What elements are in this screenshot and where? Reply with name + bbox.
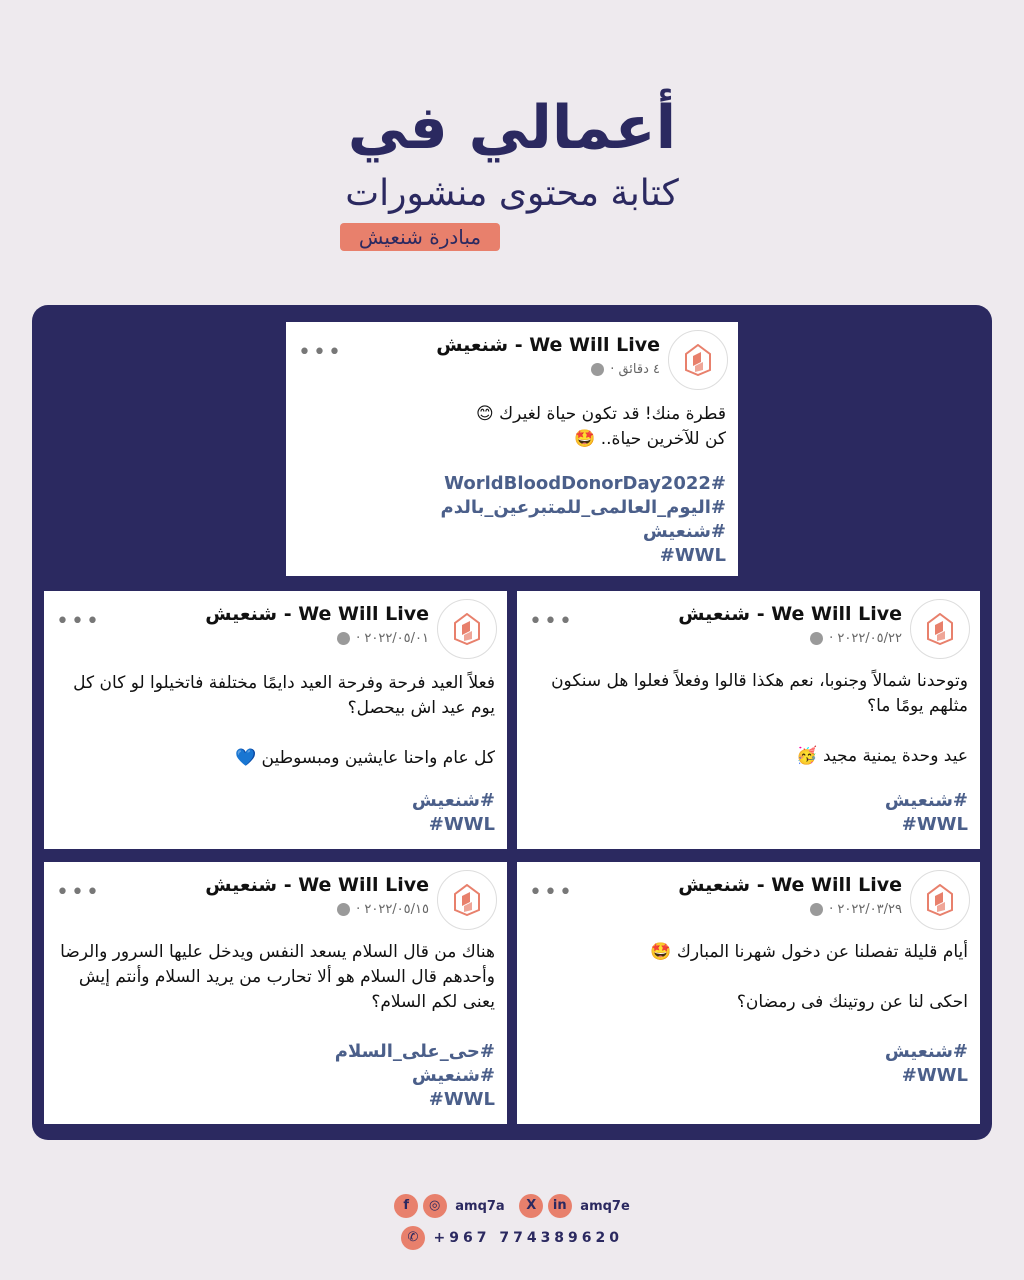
hashtag-link[interactable]: WWL# bbox=[901, 814, 968, 835]
logo-icon bbox=[683, 344, 713, 376]
logo-icon bbox=[452, 884, 482, 916]
handle-amq7a: amq7a bbox=[455, 1198, 505, 1214]
post-card bbox=[44, 862, 507, 1124]
post-card bbox=[517, 862, 980, 1124]
phone-number: +967 774389620 bbox=[433, 1230, 624, 1246]
page-name[interactable]: We Will Live - شنعيش bbox=[205, 874, 429, 896]
hashtag-link[interactable]: #شنعيش bbox=[411, 1065, 495, 1086]
post-text-line: أيام قليلة تفصلنا عن دخول شهرنا المبارك 🤩 bbox=[650, 942, 968, 962]
post-text-line: كن للآخرين حياة.. 🤩 bbox=[574, 429, 726, 449]
post-text-line: وتوحدنا شمالاً وجنوبا، نعم هكذا قالوا وفعلاً فعلوا هل سنكون مثلهم يومًا ما؟ bbox=[551, 671, 968, 716]
post-text-line: كل عام واحنا عايشين ومبسوطين 💙 bbox=[234, 748, 495, 768]
line-gap bbox=[527, 719, 968, 744]
globe-icon bbox=[337, 903, 350, 916]
page-name[interactable]: We Will Live - شنعيش bbox=[436, 334, 660, 356]
logo-icon bbox=[452, 613, 482, 645]
post-hashtags bbox=[296, 472, 726, 568]
line-gap bbox=[54, 721, 495, 746]
more-options-icon[interactable]: ••• bbox=[56, 609, 101, 634]
post-text-line: هناك من قال السلام يسعد النفس ويدخل عليها السرور والرضا وأحدهم قال السلام هو ألا تحارب من يريد السلام وأنتم إيش يعنى لكم السلام؟ bbox=[60, 942, 495, 1012]
hashtag-link[interactable]: #شنعيش bbox=[411, 790, 495, 811]
post-hashtags bbox=[527, 789, 968, 837]
instagram-icon[interactable]: ◎ bbox=[423, 1194, 447, 1218]
logo-icon bbox=[925, 613, 955, 645]
post-meta bbox=[810, 631, 902, 646]
post-text-line: عيد وحدة يمنية مجيد 🥳 bbox=[796, 746, 968, 766]
whatsapp-icon[interactable]: ✆ bbox=[401, 1226, 425, 1250]
globe-icon bbox=[810, 632, 823, 645]
post-meta bbox=[337, 902, 429, 917]
globe-icon bbox=[337, 632, 350, 645]
facebook-icon[interactable]: f bbox=[394, 1194, 418, 1218]
post-date: ٢٠٢٢/٠٣/٢٩ · bbox=[829, 902, 902, 917]
post-meta bbox=[337, 631, 429, 646]
post-text-line: فعلاً العيد فرحة وفرحة العيد دايمًا مختلفة فاتخيلوا لو كان كل يوم عيد اش بيحصل؟ bbox=[73, 673, 495, 718]
social-row bbox=[0, 1194, 1024, 1218]
page-avatar[interactable] bbox=[668, 330, 728, 390]
hashtag-link[interactable]: WWL# bbox=[428, 814, 495, 835]
page-name[interactable]: We Will Live - شنعيش bbox=[205, 603, 429, 625]
post-body bbox=[527, 940, 968, 1015]
page-avatar[interactable] bbox=[910, 870, 970, 930]
page-avatar[interactable] bbox=[910, 599, 970, 659]
post-body bbox=[296, 402, 726, 452]
globe-icon bbox=[810, 903, 823, 916]
phone-row bbox=[0, 1226, 1024, 1250]
hashtag-link[interactable]: WWL# bbox=[901, 1065, 968, 1086]
more-options-icon[interactable]: ••• bbox=[56, 880, 101, 905]
post-date: ٢٠٢٢/٠٥/٢٢ · bbox=[829, 631, 902, 646]
post-meta bbox=[810, 902, 902, 917]
post-text-line: احكى لنا عن روتينك فى رمضان؟ bbox=[736, 992, 968, 1012]
page-avatar[interactable] bbox=[437, 599, 497, 659]
linkedin-icon[interactable]: in bbox=[548, 1194, 572, 1218]
post-body bbox=[527, 669, 968, 769]
post-card bbox=[44, 591, 507, 849]
post-date: ٢٠٢٢/٠٥/٠١ · bbox=[356, 631, 429, 646]
post-body bbox=[54, 940, 495, 1015]
post-hashtags bbox=[54, 789, 495, 837]
post-date: ٤ دقائق · bbox=[610, 362, 660, 377]
hashtag-link[interactable]: #شنعيش bbox=[884, 1041, 968, 1062]
more-options-icon[interactable]: ••• bbox=[529, 880, 574, 905]
post-body bbox=[54, 671, 495, 771]
header-subtitle: كتابة محتوى منشورات bbox=[345, 173, 679, 214]
hashtag-link[interactable]: WorldBloodDonorDay2022# bbox=[444, 473, 726, 494]
handle-amq7e: amq7e bbox=[580, 1198, 630, 1214]
post-meta bbox=[591, 362, 660, 377]
post-text-line: قطرة منك! قد تكون حياة لغيرك 😊 bbox=[476, 404, 726, 424]
post-card bbox=[286, 322, 738, 576]
initiative-tag: مبادرة شنعيش bbox=[340, 223, 500, 251]
hashtag-link[interactable]: #حى_على_السلام bbox=[334, 1041, 495, 1062]
header-title: أعمالي في bbox=[347, 93, 677, 163]
x-icon[interactable]: X bbox=[519, 1194, 543, 1218]
page-name[interactable]: We Will Live - شنعيش bbox=[678, 603, 902, 625]
line-gap bbox=[527, 965, 968, 990]
post-date: ٢٠٢٢/٠٥/١٥ · bbox=[356, 902, 429, 917]
page-name[interactable]: We Will Live - شنعيش bbox=[678, 874, 902, 896]
hashtag-link[interactable]: WWL# bbox=[659, 545, 726, 566]
post-card bbox=[517, 591, 980, 849]
more-options-icon[interactable]: ••• bbox=[529, 609, 574, 634]
hashtag-link[interactable]: #شنعيش bbox=[884, 790, 968, 811]
globe-icon bbox=[591, 363, 604, 376]
post-hashtags bbox=[527, 1040, 968, 1088]
page-avatar[interactable] bbox=[437, 870, 497, 930]
more-options-icon[interactable]: ••• bbox=[298, 340, 343, 365]
post-hashtags bbox=[54, 1040, 495, 1112]
hashtag-link[interactable]: WWL# bbox=[428, 1089, 495, 1110]
hashtag-link[interactable]: #اليوم_العالمى_للمتبرعين_بالدم bbox=[440, 497, 726, 518]
logo-icon bbox=[925, 884, 955, 916]
hashtag-link[interactable]: #شنعيش bbox=[642, 521, 726, 542]
